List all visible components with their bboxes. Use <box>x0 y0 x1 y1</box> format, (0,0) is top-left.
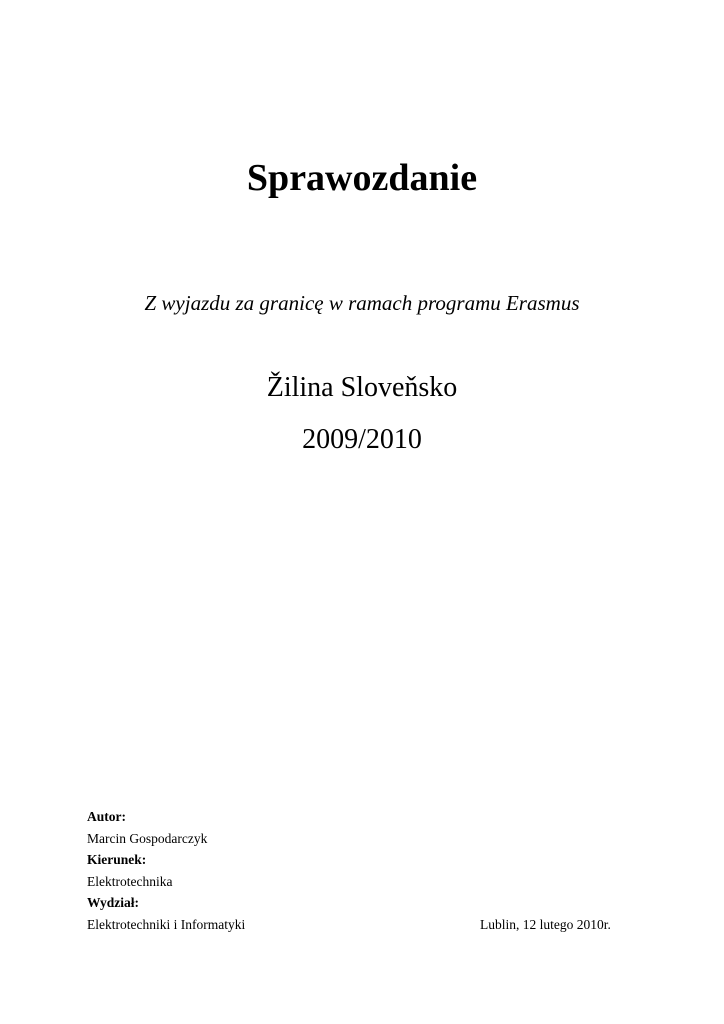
location-heading: Žilina Sloveňsko <box>266 372 458 403</box>
document-title: Sprawozdanie <box>246 157 478 199</box>
document-subtitle: Z wyjazdu za granicę w ramach programu Erasmus <box>144 291 580 315</box>
author-label: Autor: <box>87 809 126 824</box>
academic-year: 2009/2010 <box>302 424 422 455</box>
faculty-label: Wydział: <box>87 895 139 910</box>
field-value: Elektrotechnika <box>87 873 173 889</box>
author-value: Marcin Gospodarczyk <box>87 830 208 846</box>
faculty-value: Elektrotechniki i Informatyki <box>87 916 246 932</box>
metadata-block <box>87 806 245 935</box>
place-date: Lublin, 12 lutego 2010r. <box>480 917 611 932</box>
field-label: Kierunek: <box>87 852 147 867</box>
